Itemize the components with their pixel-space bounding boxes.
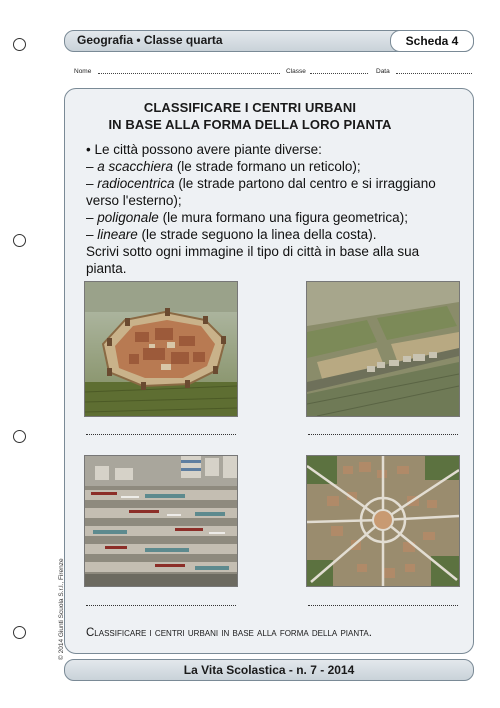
- name-field[interactable]: [98, 73, 280, 74]
- date-field[interactable]: [396, 73, 472, 74]
- answer-line-3[interactable]: [86, 605, 236, 606]
- photo-radial-town: [306, 455, 460, 587]
- list-item-continuation: verso l'esterno);: [86, 193, 182, 208]
- name-label: Nome: [74, 68, 92, 75]
- photo-linear-town: [306, 281, 460, 417]
- intro-lead: • Le città possono avere piante diverse:: [86, 142, 322, 157]
- title-line-1: CLASSIFICARE I CENTRI URBANI: [143, 100, 357, 115]
- term-radiocentrica: radiocentrica: [97, 176, 175, 191]
- answer-line-4[interactable]: [308, 605, 458, 606]
- subject-label: Geografia • Classe quarta: [77, 33, 223, 47]
- list-item: – lineare (le strade seguono la linea della costa).: [86, 227, 377, 242]
- date-label: Data: [376, 68, 390, 75]
- photo-walled-town: [84, 281, 238, 417]
- title-line-2: IN BASE ALLA FORMA DELLA LORO PIANTA: [108, 117, 392, 132]
- instruction-line-2: pianta.: [86, 261, 127, 276]
- footer-bar: La Vita Scolastica - n. 7 - 2014: [64, 659, 474, 681]
- binder-hole: [13, 430, 26, 443]
- binder-hole: [13, 234, 26, 247]
- answer-line-1[interactable]: [86, 434, 236, 435]
- instruction-line-1: Scrivi sotto ogni immagine il tipo di città in base alla sua: [86, 244, 420, 259]
- binder-hole: [13, 626, 26, 639]
- student-info-line: [74, 68, 474, 80]
- answer-line-2[interactable]: [308, 434, 458, 435]
- class-label: Classe: [286, 68, 306, 75]
- list-item: – a scacchiera (le strade formano un reticolo);: [86, 159, 361, 174]
- class-field[interactable]: [310, 73, 368, 74]
- list-item: – poligonale (le mura formano una figura geometrica);: [86, 210, 408, 225]
- photo-grid-town: [84, 455, 238, 587]
- list-item: – radiocentrica (le strade partono dal centro e si irraggiano: [86, 176, 436, 191]
- term-scacchiera: a scacchiera: [97, 159, 174, 174]
- copyright-note: © 2014 Giunti Scuola S.r.l., Firenze: [58, 558, 65, 660]
- binder-hole: [13, 38, 26, 51]
- term-poligonale: poligonale: [97, 210, 159, 225]
- task-instruction: Classificare i centri urbani in base alla forma della pianta.: [86, 627, 372, 639]
- sheet-number: Scheda 4: [390, 30, 474, 52]
- term-lineare: lineare: [97, 227, 138, 242]
- header-bar: [64, 30, 474, 52]
